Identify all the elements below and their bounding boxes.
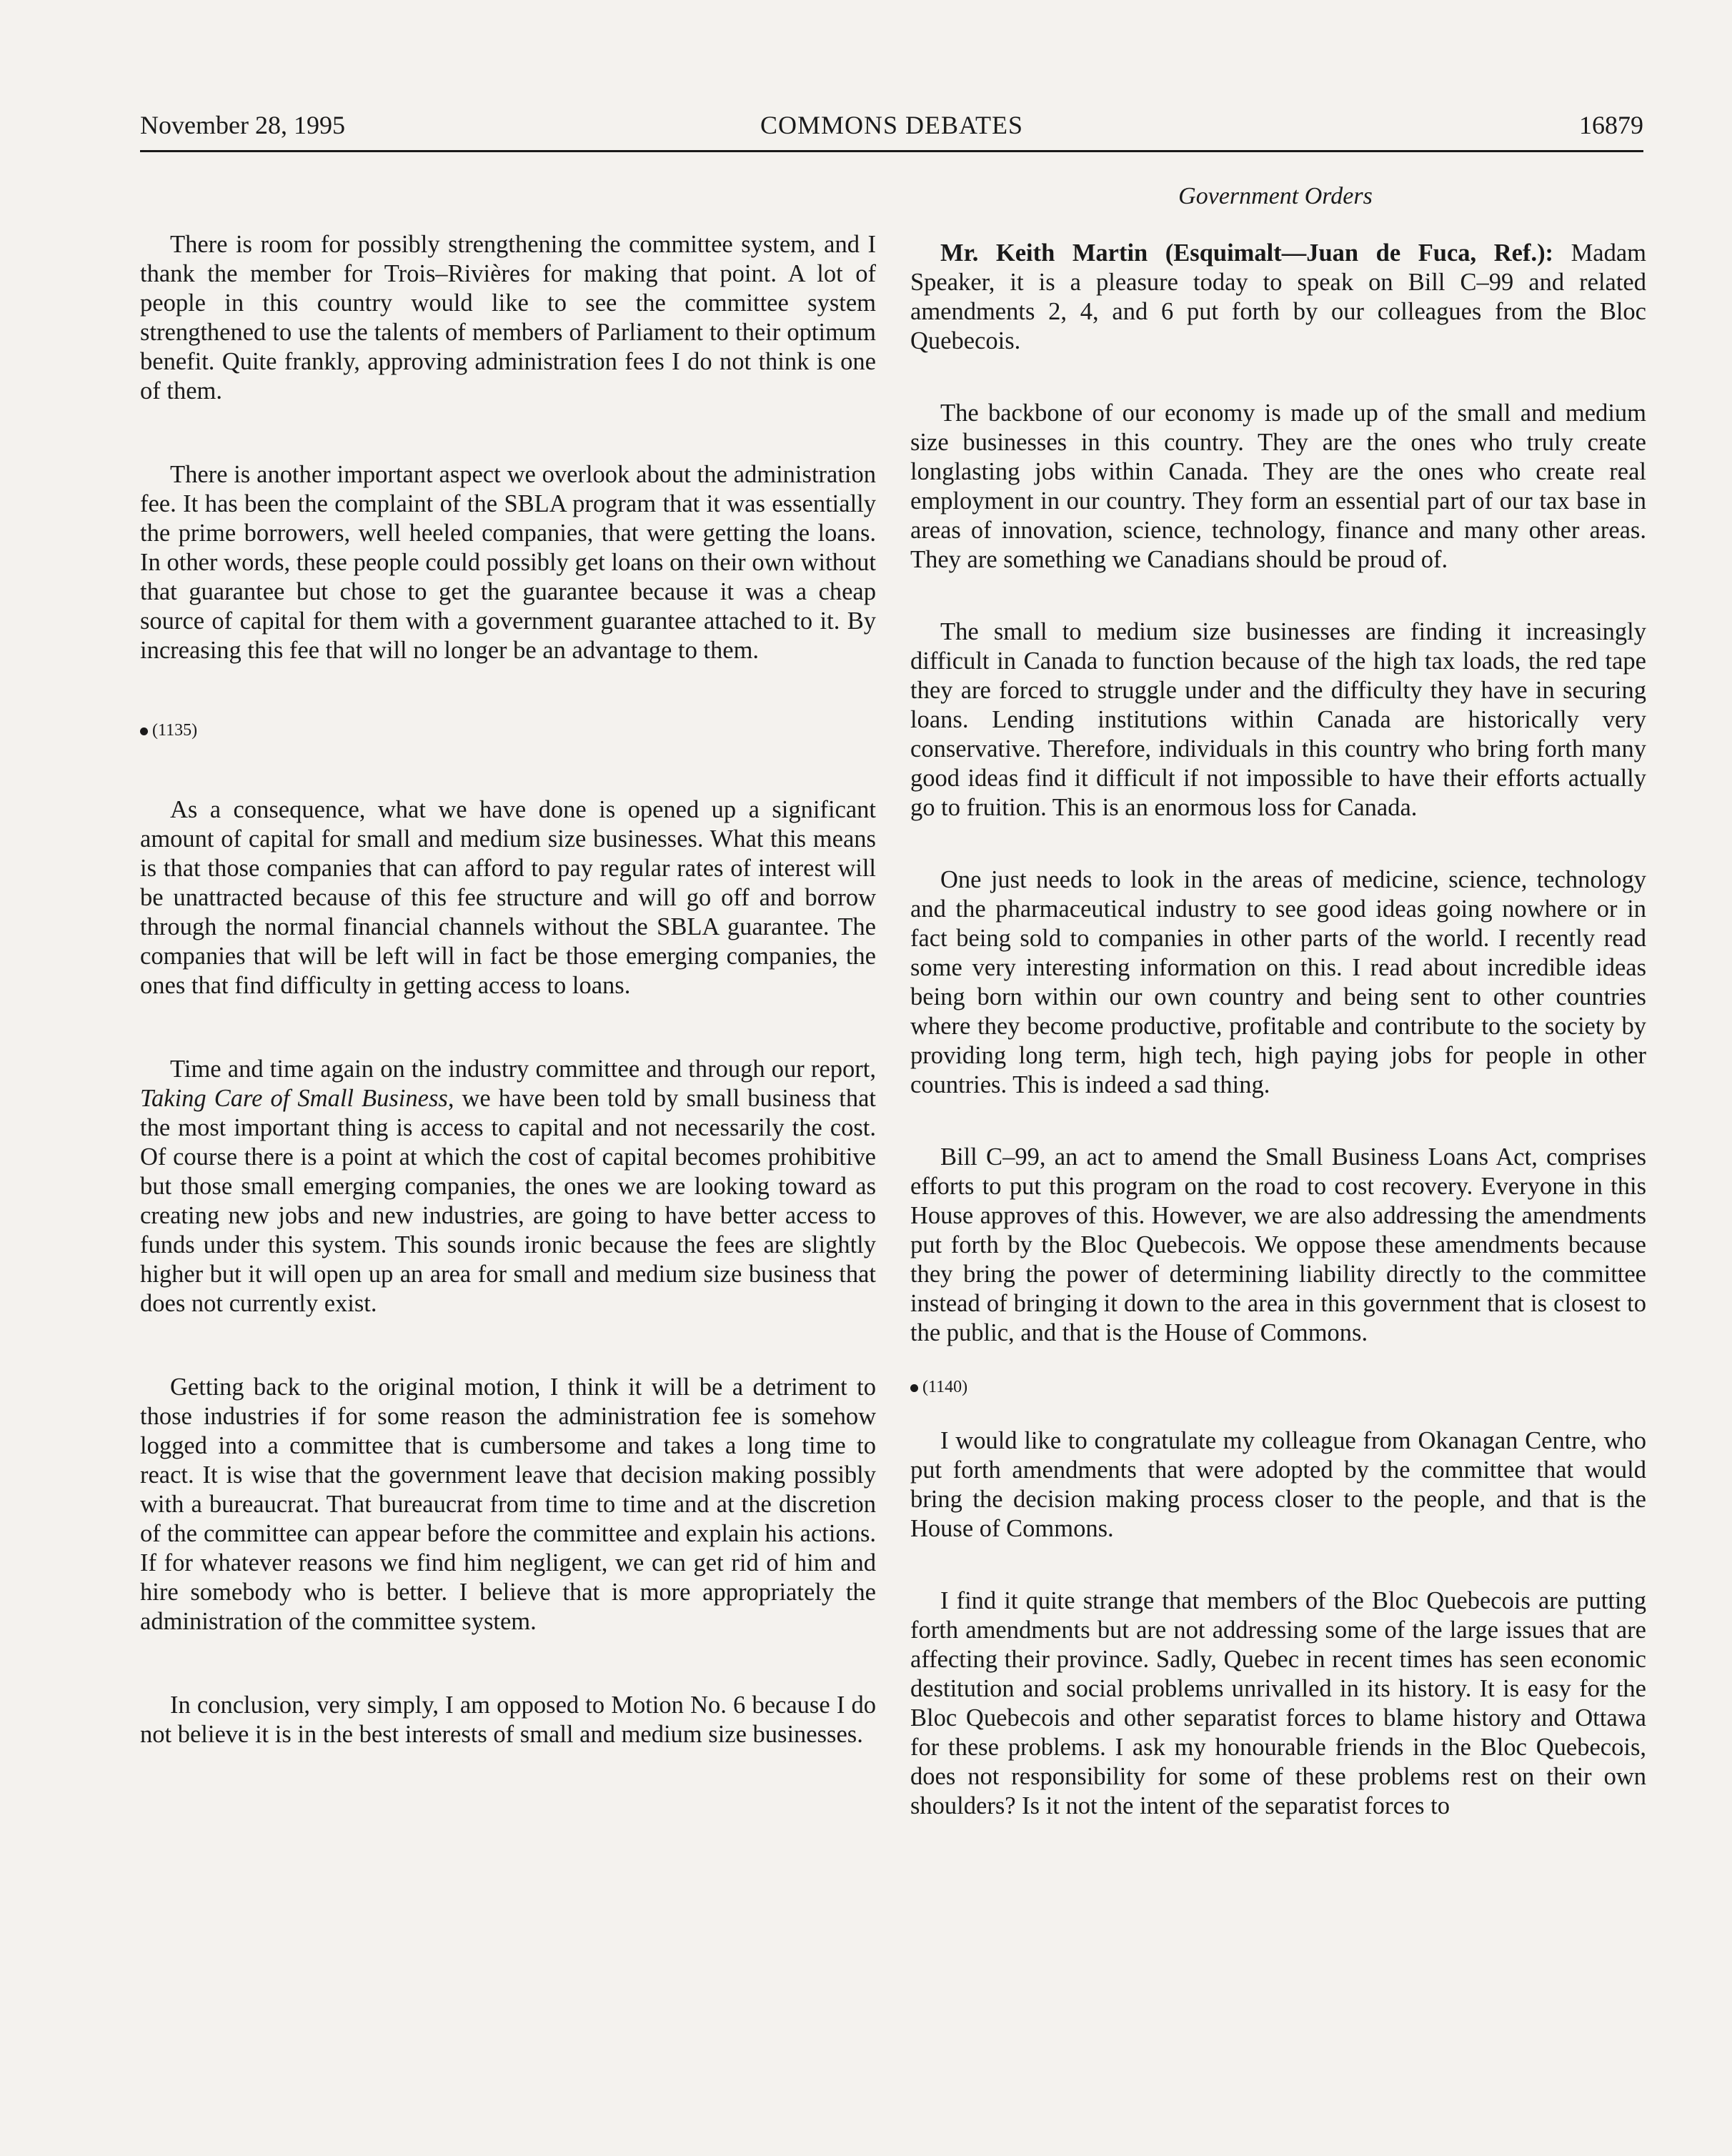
section-label: Government Orders — [1178, 183, 1373, 209]
time-marker — [910, 1376, 1646, 1398]
speaker-name: Mr. Keith Martin (Esquimalt—Juan de Fuca, Ref.): — [940, 239, 1554, 267]
paragraph: There is room for possibly strengthening the committee system, and I thank the member for Trois–Rivières for making that point. A lot of people in this country would like to see the committee system strengthened to use the talents of members of Parliament to their optimum benefit. Quite frankly, approving administration fees I do not think is one of them. — [140, 231, 876, 404]
bullet-icon — [910, 1384, 918, 1392]
right-column — [910, 239, 1646, 1821]
paragraph: In conclusion, very simply, I am opposed to Motion No. 6 because I do not believe it is in the best interests of small and medium size businesses. — [140, 1691, 876, 1748]
time-marker-text: (1135) — [152, 721, 198, 740]
report-title: Taking Care of Small Business — [140, 1085, 448, 1112]
paragraph: I would like to congratulate my colleague from Okanagan Centre, who put forth amendments that were adopted by the committee that would bring the decision making process closer to the people, and that is the House of Commons. — [910, 1427, 1646, 1542]
paragraph: Getting back to the original motion, I think it will be a detriment to those industries if for some reason the administration fee is somehow logged into a committee that is cumbersome and takes a long time to react. It is wise that the government leave that decision making possibly with a bureaucrat. That bureaucrat from time to time and at the discretion of the committee can appear before the committee and explain his actions. If for whatever reasons we find him negligent, we can get rid of him and hire somebody who is better. I believe that is more appropriately the administration of the committee system. — [140, 1373, 876, 1635]
paragraph: As a consequence, what we have done is opened up a significant amount of capital for small and medium size businesses. What this means is that those companies that can afford to pay regular rates of interest will be unattracted because of this fee structure and will go off and borrow through the normal financial channels without the SBLA guarantee. The companies that will be left will in fact be those emerging companies, the ones that find difficulty in getting access to loans. — [140, 796, 876, 999]
paragraph-text: Time and time again on the industry committee and through our report, — [170, 1055, 876, 1083]
time-marker-text: (1140) — [922, 1378, 968, 1396]
paragraph: The backbone of our economy is made up of the small and medium size businesses in this country. They are the ones who truly create longlasting jobs within Canada. They are the ones who create real employment in our country. They form an essential part of our tax base in areas of innovation, science, technology, finance and many other areas. They are something we Canadians should be proud of. — [910, 399, 1646, 573]
paragraph — [140, 1055, 876, 1318]
bullet-icon — [140, 727, 148, 735]
paragraph: There is another important aspect we overlook about the administration fee. It has been the complaint of the SBLA program that it was essentially the prime borrowers, well heeled companies, that were getting the loans. In other words, these people could possibly get loans on their own without that guarantee but chose to get the guarantee because it was a cheap source of capital for them with a government guarantee attached to it. By increasing this fee that will no longer be an advantage to them. — [140, 461, 876, 664]
left-column — [140, 230, 876, 1749]
header-date: November 28, 1995 — [140, 111, 345, 139]
paragraph: I find it quite strange that members of the Bloc Quebecois are putting forth amendments but are not addressing some of the large issues that are affecting their province. Sadly, Quebec in recent times has seen economic destitution and social problems unrivalled in its history. It is easy for the Bloc Quebecois and other separatist forces to blame history and Ottawa for these problems. I ask my honourable friends in the Bloc Quebecois, does not responsibility for some of these problems rest on their own shoulders? Is it not the intent of the separatist forces to — [910, 1587, 1646, 1819]
header-title: COMMONS DEBATES — [760, 111, 1024, 139]
page-header — [140, 104, 1643, 147]
header-page-number: 16879 — [1579, 111, 1643, 139]
paragraph — [910, 239, 1646, 356]
time-marker — [140, 720, 876, 741]
header-rule — [140, 150, 1643, 152]
paragraph: Bill C–99, an act to amend the Small Business Loans Act, comprises efforts to put this program on the road to cost recovery. Everyone in this House approves of this. However, we are also addressing the amendments put forth by the Bloc Quebecois. We oppose these amendments because they bring the power of determining liability directly to the committee instead of bringing it down to the area in this government that is closest to the public, and that is the House of Commons. — [910, 1143, 1646, 1346]
paragraph: The small to medium size businesses are finding it increasingly difficult in Canada to function because of the high tax loads, the red tape they are forced to struggle under and the difficulty they have in securing loans. Lending institutions within Canada are historically very conservative. Therefore, individuals in this country who bring forth many good ideas find it difficult if not impossible to have their efforts actually go to fruition. This is an enormous loss for Canada. — [910, 618, 1646, 821]
paragraph-text: , we have been told by small business that the most important thing is access to capital and not necessarily the cost. Of course there is a point at which the cost of capital becomes prohibitive but those small emerging companies, the ones we are looking toward as creating new jobs and new industries, are going to have better access to funds under this system. This sounds ironic because the fees are slightly higher but it will open up an area for small and medium size business that does not currently exist. — [140, 1085, 876, 1317]
paragraph: One just needs to look in the areas of medicine, science, technology and the pharmaceutical industry to see good ideas going nowhere or in fact being sold to companies in other parts of the world. I recently read some very interesting information on this. I read about incredible ideas being born within our own country and being sent to other countries where they become productive, profitable and contribute to the society by providing long term, high tech, high paying jobs for people in other countries. This is indeed a sad thing. — [910, 866, 1646, 1098]
paragraph-text: Madam Speaker, it is a pleasure today to speak on Bill C–99 and related amendments 2, 4, and 6 put forth by our colleagues from the Bloc Quebecois. — [910, 239, 1646, 354]
